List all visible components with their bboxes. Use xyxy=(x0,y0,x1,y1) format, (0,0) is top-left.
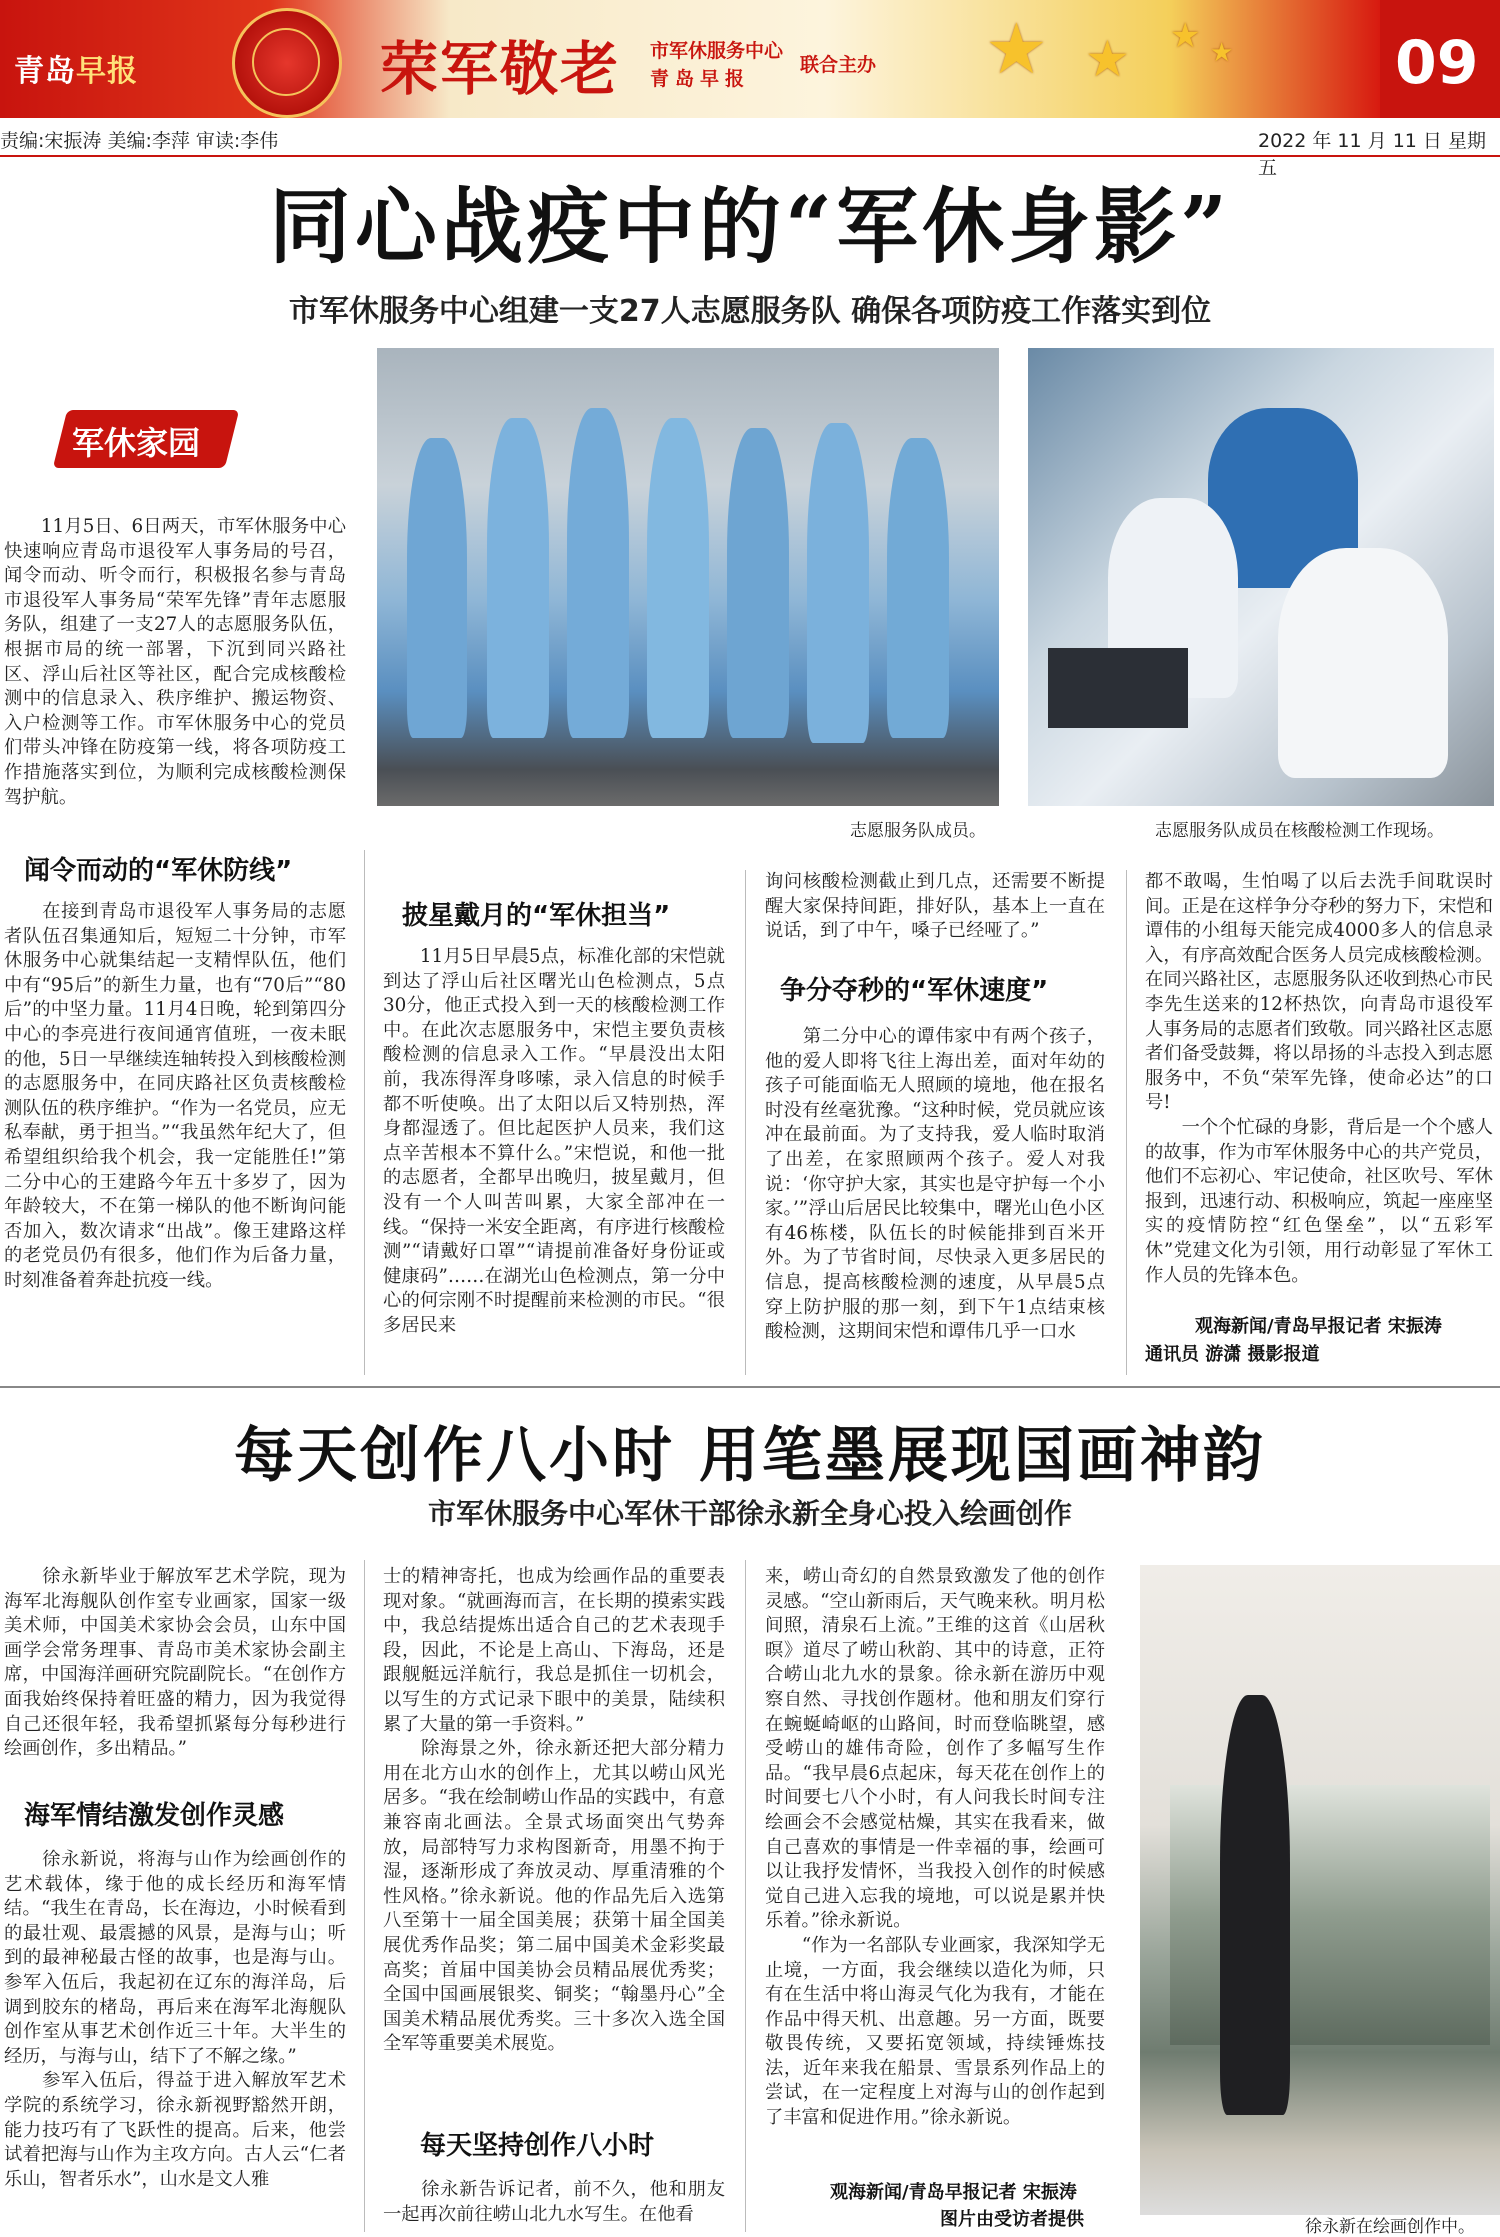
article1-subhead-a: 闻令而动的“军休防线” xyxy=(24,856,293,886)
column-divider xyxy=(1126,870,1127,1375)
article1-text-b: 11月5日早晨5点，标准化部的宋恺就到达了浮山后社区曙光山色检测点，5点30分，他正式投入到一天的核酸检测工作中。在此次志愿服务中，宋恺主要负责核酸检测的信息录入工作。“早晨没出太阳前，我冻得浑身哆嗦，录入信息的时候手都不听使唤。出了太阳以后又特别热，浑身都湿透了。但比起医护人员来，我们这点辛苦根本不算什么。”宋恺说，和他一批的志愿者，全都早出晚归，披星戴月，但没有一个人叫苦叫累，大家全部冲在一线。“保持一米安全距离，有序进行核酸检测”“请戴好口罩”“请提前准备好身份证或健康码”……在湖光山色检测点，第一分中心的何宗刚不时提醒前来检测的市民。“很多居民来 xyxy=(383,946,725,1336)
figure xyxy=(647,418,709,738)
paper-logo-part1: 青岛 xyxy=(14,54,76,89)
article2-headline: 每天创作八小时 用笔墨展现国画神韵 xyxy=(234,1421,1266,1491)
column-divider xyxy=(364,850,365,1375)
editors-credit: 责编:宋振涛 美编:李萍 审读:李伟 xyxy=(0,130,279,152)
page-number: 09 xyxy=(1395,28,1479,98)
figure xyxy=(487,418,549,738)
testing-site-photo xyxy=(1028,348,1494,806)
article2-byline-2: 图片由受访者提供 xyxy=(940,2209,1084,2230)
article2-subhead-b: 每天坚持创作八小时 xyxy=(420,2131,655,2161)
article1-intro: 11月5日、6日两天，市军休服务中心快速响应青岛市退役军人事务局的号召，闻令而动、听令而行，积极报名参与青岛市退役军人事务局“荣军先锋”青年志愿服务队，组建了一支27人的志愿服务队伍，根据市局的统一部署，下沉到同兴路社区、浮山后社区等社区，配合完成核酸检测中的信息录入、秩序维护、搬运物资、入户检测等工作。市军休服务中心的党员们带头冲锋在防疫第一线，将各项防疫工作措施落实到位，为顺利完成核酸检测保驾护航。 xyxy=(4,516,346,808)
column-divider xyxy=(364,1560,365,2232)
article2-text-c: 来，崂山奇幻的自然景致激发了他的创作灵感。“空山新雨后，天气晚来秋。明月松间照，清泉石上流。”王维的这首《山居秋暝》道尽了崂山秋韵、其中的诗意，正符合崂山北九水的景象。徐永新在游历中观察自然、寻找创作题材。他和朋友们穿行在蜿蜒崎岖的山路间，时而登临眺望，感受崂山的雄伟奇险，创作了多幅写生作品。“我早晨6点起床，每天花在创作上的时间要七八个小时，有人问我长时间专注绘画会不会感觉枯燥，其实在我看来，做自己喜欢的事情是一件幸福的事，绘画可以让我抒发情怀，当我投入创作的时候感觉自己进入忘我的境地，可以说是累并快乐着。”徐永新说。 “作为一名部队专业画家，我深知学无止境，一方面，我会继续以造化为师，只有在生活中将山海灵气化为我有，才能在作品中得天机、出意趣。另一方面，既要敬畏传统，又要拓宽领域，持续锤炼技法，近年来我在船景、雪景系列作品上的尝试，在一定程度上对海与山的创作起到了丰富和促进作用。”徐永新说。 xyxy=(765,1566,1105,2129)
column-title: 荣军敬老 xyxy=(380,35,621,103)
figure xyxy=(727,428,789,738)
header-rule xyxy=(0,155,1500,157)
column-divider xyxy=(745,1560,746,2232)
article2-text-a2: 徐永新说，将海与山作为绘画创作的艺术载体，缘于他的成长经历和海军情结。“我生在青岛，长在海边，小时候看到的最壮观、最震撼的风景，是海与山；听到的最神秘最古怪的故事，也是海与山。参军入伍后，我起初在辽东的海洋岛，后调到胶东的楮岛，再后来在海军北海舰队创作室从事艺术创作近三十年。大半生的经历，与海与山，结下了不解之缘。” 参军入伍后，得益于进入解放军艺术学院的系统学习，徐永新视野豁然开朗，能力技巧有了飞跃性的提高。后来，他尝试着把海与山作为主攻方向。古人云“仁者乐山，智者乐水”，山水是文人雅 xyxy=(4,1849,346,2190)
figure xyxy=(807,423,869,743)
article2-byline: 观海新闻/青岛早报记者 宋振涛 xyxy=(830,2182,1077,2203)
painter-photo xyxy=(1140,1565,1500,2215)
article1-subhead-c: 争分夺秒的“军休速度” xyxy=(780,976,1049,1006)
article2-subhead-a: 海军情结激发创作灵感 xyxy=(24,1801,285,1831)
article2-text-a: 徐永新毕业于解放军艺术学院，现为海军北海舰队创作室专业画家，国家一级美术师，中国美术家协会会员，山东中国画学会常务理事、青岛市美术家协会副主席，中国海洋画研究院副院长。“在创作方面我始终保持着旺盛的精力，因为我觉得自己还很年轻，我希望抓紧每分每秒进行绘画创作，多出精品。” xyxy=(4,1566,346,1760)
article1-subheadline: 市军休服务中心组建一支27人志愿服务队 确保各项防疫工作落实到位 xyxy=(288,294,1212,329)
painter-photo-caption: 徐永新在绘画创作中。 xyxy=(1305,2217,1475,2237)
photo1-caption: 志愿服务队成员。 xyxy=(850,821,986,841)
article2-subheadline: 市军休服务中心军休干部徐永新全身心投入绘画创作 xyxy=(427,1497,1072,1530)
issue-date: 2022 年 11 月 11 日 星期五 xyxy=(1258,130,1486,179)
laptop xyxy=(1048,648,1188,728)
figure xyxy=(567,408,629,738)
photo2-caption: 志愿服务队成员在核酸检测工作现场。 xyxy=(1155,821,1444,841)
article2-text-b: 士的精神寄托，也成为绘画作品的重要表现对象。“就画海而言，在长期的摸索实践中，我总结提炼出适合自己的艺术表现手段，因此，不论是上高山、下海岛，还是跟舰艇远洋航行，我总是抓住一切机会，以写生的方式记录下眼中的美景，陆续积累了大量的第一手资料。” 除海景之外，徐永新还把大部分精力用在北方山水的创作上，尤其以崂山风光居多。“我在绘制崂山作品的实践中，有意兼容南北画法。全景式场面突出气势奔放，局部特写力求构图新奇，用墨不拘于湿，逐渐形成了奔放灵动、厚重清雅的个性风格。”徐永新说。他的作品先后入选第八至第十一届全国美展；获第十届全国美展优秀作品奖；第二届中国美术金彩奖最高奖；首届中国美协会员精品展优秀奖；全国中国画展银奖、铜奖；“翰墨丹心”全国美术精品展优秀奖。三十多次入选全国全军等重要美术展览。 xyxy=(383,1566,725,2055)
star-icon: ★ xyxy=(985,8,1048,90)
sponsor-tag: 联合主办 xyxy=(800,54,877,76)
article1-byline: 观海新闻/青岛早报记者 宋振涛 xyxy=(1195,1316,1442,1337)
painting-canvas xyxy=(1170,1785,1490,2045)
volunteer-team-photo xyxy=(377,348,999,806)
article1-text-a: 在接到青岛市退役军人事务局的志愿者队伍召集通知后，短短二十分钟，市军休服务中心就集结起一支精悍队伍，他们中有“95后”的新生力量，也有“70后”“80后”的中坚力量。11月4日晚，轮到第四分中心的李亮进行夜间通宵值班，一夜未眠的他，5日一早继续连轴转投入到核酸检测的志愿服务中，在同庆路社区负责核酸检测队伍的秩序维护。“作为一名党员，应无私奉献，勇于担当。”“我虽然年纪大了，但希望组织给我个机会，我一定能胜任!”第二分中心的王建路今年五十多岁了，因为年龄较大，不在第一梯队的他不断询问能否加入，数次请求“出战”。像王建路这样的老党员仍有很多，他们作为后备力量，时刻准备着奔赴抗疫一线。 xyxy=(4,901,346,1291)
column-divider xyxy=(745,870,746,1375)
figure xyxy=(887,438,949,738)
figure xyxy=(1278,548,1448,778)
article1-byline-2: 通讯员 游潇 摄影报道 xyxy=(1145,1344,1320,1365)
star-icon: ★ xyxy=(1170,16,1201,56)
figure xyxy=(407,438,467,738)
article1-text-d: 都不敢喝，生怕喝了以后去洗手间耽误时间。正是在这样争分夺秒的努力下，宋恺和谭伟的小组每天能完成4000多人的信息录入，有序高效配合医务人员完成核酸检测。在同兴路社区，志愿服务队还收到热心市民李先生送来的12杯热饮，向青岛市退役军人事务局的志愿者们致敬。同兴路社区志愿者们备受鼓舞，将以昂扬的斗志投入到志愿服务中，不负“荣军先锋，使命必达”的口号! 一个个忙碌的身影，背后是一个个感人的故事，作为市军休服务中心的共产党员，他们不忘初心、牢记使命，社区吹号、军休报到，迅速行动、积极响应，筑起一座座坚实的疫情防控“红色堡垒”，以“五彩军休”党建文化为引领，用行动彰显了军休工作人员的先锋本色。 xyxy=(1145,871,1493,1286)
star-icon: ★ xyxy=(1085,30,1130,88)
emblem-ring xyxy=(252,28,320,96)
sponsor-line1: 市军休服务中心 xyxy=(650,40,784,62)
sponsor-line2: 青岛早报 xyxy=(650,68,751,90)
article1-text-c2: 第二分中心的谭伟家中有两个孩子，他的爱人即将飞往上海出差，面对年幼的孩子可能面临无人照顾的境地，他在报名时没有丝毫犹豫。“这种时候，党员就应该冲在最前面。为了支持我，爱人临时取消了出差，在家照顾两个孩子。爱人对我说：‘你守护大家，其实也是守护每一个小家。’”浮山后居民比较集中，曙光山色小区有46栋楼，队伍长的时候能排到百米开外。为了节省时间，尽快录入更多居民的信息，提高核酸检测的速度，从早晨5点穿上防护服的那一刻，到下午1点结束核酸检测，这期间宋恺和谭伟几乎一口水 xyxy=(765,1026,1105,1343)
paper-logo xyxy=(14,46,138,90)
section-tag: 军休家园 xyxy=(72,424,201,462)
painter-figure xyxy=(1220,1695,1290,2115)
paper-logo-part2: 早报 xyxy=(76,54,138,89)
article1-subhead-b: 披星戴月的“军休担当” xyxy=(402,901,671,931)
article1-text-c1: 询问核酸检测截止到几点，还需要不断提醒大家保持间距，排好队，基本上一直在说话，到了中午，嗓子已经哑了。” xyxy=(765,871,1105,942)
article-separator xyxy=(0,1386,1500,1388)
article2-text-b2: 徐永新告诉记者，前不久，他和朋友一起再次前往崂山北九水写生。在他看 xyxy=(383,2179,725,2225)
article1-headline: 同心战疫中的“军休身影” xyxy=(268,179,1232,275)
star-icon: ★ xyxy=(1210,38,1234,68)
